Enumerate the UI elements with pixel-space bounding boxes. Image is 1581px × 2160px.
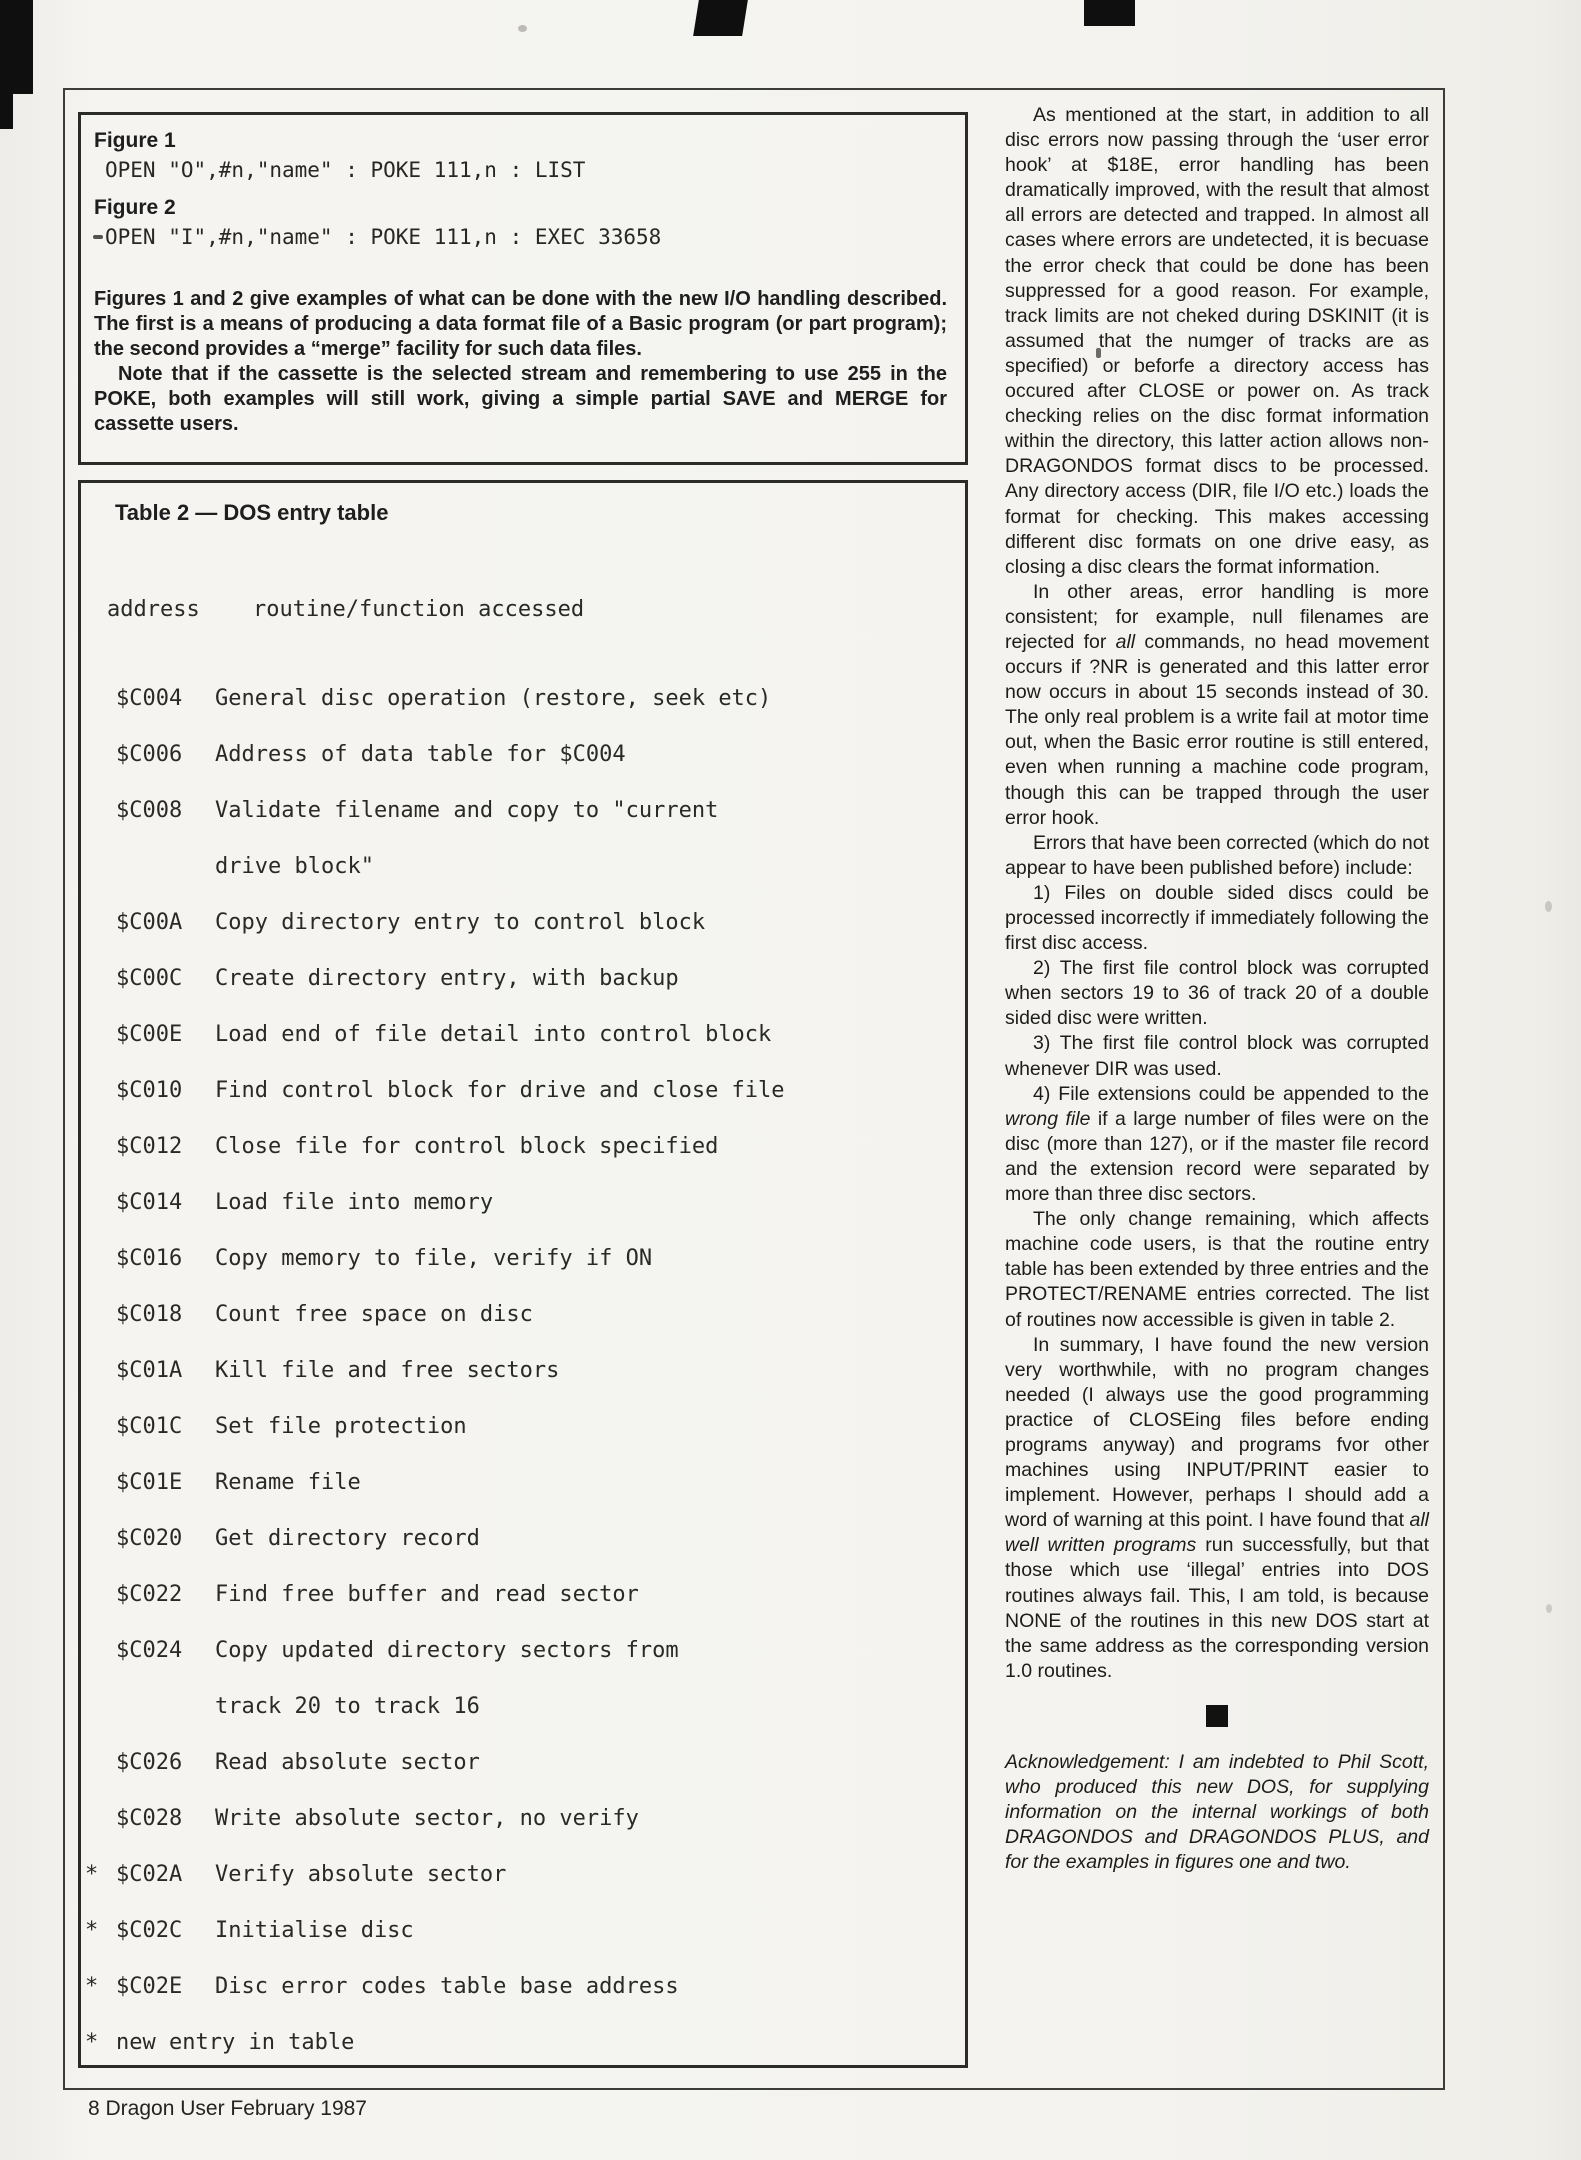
row-address: $C02A: [116, 1862, 183, 1887]
row-description: Create directory entry, with backup: [215, 966, 679, 991]
row-star-marker: [85, 1469, 116, 1525]
row-description: Address of data table for $C004: [215, 742, 626, 767]
table-row: [85, 741, 963, 797]
row-address: $C020: [116, 1526, 183, 1551]
page-footer: 8 Dragon User February 1987: [88, 2097, 367, 2120]
table-row: [85, 1637, 963, 1693]
body-text: if a large number of files were on the disc (more than 127), or if the master file record and the extension record were separated by more than three disc sectors.: [1005, 1107, 1429, 1206]
row-description: Get directory record: [215, 1526, 480, 1551]
row-description: Load end of file detail into control block: [215, 1022, 772, 1047]
row-star-marker: [85, 1693, 116, 1749]
row-star-marker: [85, 965, 116, 1021]
row-description: Set file protection: [215, 1414, 467, 1439]
article-paragraph: [1005, 881, 1429, 956]
body-text: 2) The first file control block was corrupted when sectors 19 to 36 of track 20 of a double sided disc were written.: [1005, 957, 1429, 1030]
header-address: address: [107, 597, 200, 622]
article-paragraph: [1005, 956, 1429, 1031]
row-address: $C008: [116, 798, 183, 823]
row-description: Rename file: [215, 1470, 361, 1495]
body-text: 3) The first file control block was corrupted whenever DIR was used.: [1005, 1032, 1429, 1080]
italic-text: all: [1115, 630, 1136, 653]
body-text: Errors that have been corrected (which do not appear to have been published before) include:: [1005, 831, 1429, 879]
body-text: commands, no head movement occurs if ?NR is generated and this latter error now occurs in about 15 seconds instead of 30. The only real problem is a write fail at motor time out, when the Basic error routine is still entered, even when running a machine code program, though this can be trapped through the user error hook.: [1005, 630, 1430, 829]
article-body: [1005, 103, 1429, 1684]
table-row: [85, 1301, 963, 1357]
row-address: $C004: [116, 686, 183, 711]
row-description: Load file into memory: [215, 1190, 494, 1215]
row-description: Write absolute sector, no verify: [215, 1806, 639, 1831]
row-address: [116, 853, 215, 909]
scan-speck: [518, 25, 527, 32]
row-address: $C014: [116, 1190, 183, 1215]
table-row: [85, 1917, 963, 1973]
row-address: $C00A: [116, 910, 183, 935]
body-text: 1) Files on double sided discs could be processed incorrectly if immediately following the first disc access.: [1005, 881, 1429, 955]
article-paragraph: [1005, 831, 1429, 881]
row-description: General disc operation (restore, seek etc): [215, 686, 772, 711]
article-paragraph: [1005, 1333, 1429, 1684]
row-star-marker: [85, 685, 116, 741]
row-description: Copy directory entry to control block: [215, 910, 706, 935]
row-star-marker: *: [85, 2030, 99, 2055]
row-star-marker: [85, 853, 116, 909]
row-address: $C01A: [116, 1358, 183, 1383]
article-paragraph: [1005, 103, 1429, 580]
scan-artifact-top: [1084, 0, 1135, 26]
table-row: [85, 1021, 963, 1077]
row-star-marker: [85, 1749, 116, 1805]
article-column: [1005, 103, 1429, 1875]
row-description: Find control block for drive and close file: [215, 1078, 785, 1103]
body-text: 4) File extensions could be appended to the: [1033, 1082, 1429, 1105]
table-row: [85, 1133, 963, 1189]
table-row: [85, 1525, 963, 1581]
body-text: In other areas, error handling is more consistent; for example, null filenames are rejected for: [1005, 580, 1429, 653]
row-star-marker: [85, 1357, 116, 1413]
body-text: As mentioned at the start, in addition to all disc errors now passing through the ‘user error hook’ at $18E, error handling has been dramatically improved, with the result that almost all errors are detected and trapped. In almost all cases where errors are undetected, it is becuase the error check that could be done has been suppressed for a good reason. For example, track limits are not cheked during DSKINIT (it is assumed that the numger of tracks are as specified) or beforfe a directory access has occured after CLOSE or power on. As track checking relies on the disc format information within the directory, this latter action allows non-DRAGONDOS format discs to be processed. Any directory access (DIR, file I/O etc.) loads the format for checking. This makes accessing different disc formats on one drive easy, as closing a disc clears the format information.: [1005, 104, 1429, 578]
row-description: drive block": [215, 854, 374, 879]
row-address: [116, 1693, 215, 1749]
table-row: [85, 1413, 963, 1469]
row-address: $C01C: [116, 1414, 183, 1439]
row-address: $C012: [116, 1134, 183, 1159]
row-star-marker: *: [85, 1974, 99, 1999]
row-description: Verify absolute sector: [215, 1862, 507, 1887]
scan-speck: [1545, 901, 1552, 912]
body-text: run successfully, but that those which use ‘illegal’ entries into DOS routines always fail. This, I am told, is because NONE of the routines in this new DOS start at the same address as the corresponding version 1.0 routines.: [1005, 1534, 1429, 1682]
table-row: [85, 1245, 963, 1301]
italic-text: all well written programs: [1005, 1509, 1429, 1557]
table-rows: [85, 685, 963, 2085]
dos-entry-table-box: [78, 480, 968, 2068]
row-description: Kill file and free sectors: [215, 1358, 560, 1383]
end-of-article-marker: [1206, 1705, 1228, 1727]
italic-text: wrong file: [1005, 1107, 1091, 1130]
table-row: [85, 909, 963, 965]
article-paragraph: [1005, 1207, 1429, 1332]
row-address: $C01E: [116, 1470, 183, 1495]
row-star-marker: [85, 1133, 116, 1189]
scan-artifact-corner: [0, 0, 13, 129]
row-address: $C02C: [116, 1918, 183, 1943]
article-paragraph: [1005, 1031, 1429, 1081]
row-star-marker: [85, 1245, 116, 1301]
row-address: $C00C: [116, 966, 183, 991]
table-row: [85, 965, 963, 1021]
table-row: [85, 797, 963, 853]
table-title: Table 2 — DOS entry table: [115, 500, 389, 525]
row-address: $C016: [116, 1246, 183, 1271]
table-row: [85, 1189, 963, 1245]
row-star-marker: [85, 1581, 116, 1637]
row-address: $C02E: [116, 1974, 183, 1999]
row-description: Disc error codes table base address: [215, 1974, 679, 1999]
table-row: [85, 1469, 963, 1525]
row-address: $C026: [116, 1750, 183, 1775]
acknowledgement: [1005, 1750, 1429, 1875]
row-star-marker: [85, 1525, 116, 1581]
table-row: [85, 2029, 963, 2085]
figures-box: [78, 112, 968, 465]
italic-text: Acknowledgement: I am indebted to Phil Scott, who produced this new DOS, for supplying information on the internal workings of both DRAGONDOS and DRAGONDOS PLUS, and for the examples in figures one and two.: [1005, 1750, 1429, 1874]
row-description: Count free space on disc: [215, 1302, 533, 1327]
row-address: $C00E: [116, 1022, 183, 1047]
row-star-marker: [85, 1805, 116, 1861]
table-row: [85, 1077, 963, 1133]
row-description: track 20 to track 16: [215, 1694, 480, 1719]
body-text: In summary, I have found the new version very worthwhile, with no program changes needed (I always use the good programming practice of CLOSEing files before ending programs anyway) and programs fvor other machines using INPUT/PRINT easier to implement. However, perhaps I should add a word of warning at this point. I have found that: [1005, 1333, 1429, 1532]
table-row: [85, 1581, 963, 1637]
row-description: Copy memory to file, verify if ON: [215, 1246, 653, 1271]
row-star-marker: [85, 741, 116, 797]
table-row: [85, 1693, 963, 1749]
row-address: $C022: [116, 1582, 183, 1607]
table-row: [85, 1805, 963, 1861]
table-row: [85, 853, 963, 909]
figure-1-label: Figure 1: [94, 129, 176, 152]
table-row: [85, 1973, 963, 2029]
row-star-marker: [85, 1301, 116, 1357]
table-row: [85, 1357, 963, 1413]
row-address: $C010: [116, 1078, 183, 1103]
scan-speck: [1546, 1604, 1552, 1613]
row-description: Close file for control block specified: [215, 1134, 719, 1159]
row-star-marker: [85, 1189, 116, 1245]
row-description: Copy updated directory sectors from: [215, 1638, 679, 1663]
row-address: $C006: [116, 742, 183, 767]
row-description: Find free buffer and read sector: [215, 1582, 639, 1607]
row-star-marker: [85, 1021, 116, 1077]
row-star-marker: [85, 909, 116, 965]
row-address: $C024: [116, 1638, 183, 1663]
body-text: The only change remaining, which affects machine code users, is that the routine entry table has been extended by three entries and the PROTECT/RENAME entries corrected. The list of routines now accessible is given in table 2.: [1005, 1208, 1429, 1331]
table-row: [85, 685, 963, 741]
scan-artifact-top: [693, 0, 748, 36]
row-star-marker: [85, 1413, 116, 1469]
figure-2-code: OPEN "I",#n,"name" : POKE 111,n : EXEC 33658: [105, 225, 662, 249]
row-address: $C018: [116, 1302, 183, 1327]
article-paragraph: [1005, 580, 1429, 831]
figures-caption: Figures 1 and 2 give examples of what can be done with the new I/O handling described. The first is a means of producing a data format file of a Basic program (or part program); the second provides a “merge” facility for such data files.: [94, 288, 947, 360]
table-row: [85, 1861, 963, 1917]
row-star-marker: *: [85, 1862, 99, 1887]
row-description: Read absolute sector: [215, 1750, 480, 1775]
row-description: new entry in table: [116, 2030, 355, 2055]
row-star-marker: [85, 1637, 116, 1693]
row-star-marker: *: [85, 1918, 99, 1943]
row-description: Validate filename and copy to "current: [215, 798, 719, 823]
figures-caption-note: Note that if the cassette is the selected stream and remembering to use 255 in the POKE, both examples will still work, giving a simple partial SAVE and MERGE for cassette users.: [94, 363, 947, 435]
row-description: Initialise disc: [215, 1918, 414, 1943]
row-address: $C028: [116, 1806, 183, 1831]
figure-1-code: OPEN "O",#n,"name" : POKE 111,n : LIST: [105, 158, 586, 182]
table-row: [85, 1749, 963, 1805]
header-routine: routine/function accessed: [253, 597, 585, 622]
article-paragraph: [1005, 1082, 1429, 1207]
table-header: [107, 597, 584, 622]
article-paragraph: [1005, 1750, 1429, 1875]
row-star-marker: [85, 797, 116, 853]
figure-2-label: Figure 2: [94, 196, 176, 219]
row-star-marker: [85, 1077, 116, 1133]
